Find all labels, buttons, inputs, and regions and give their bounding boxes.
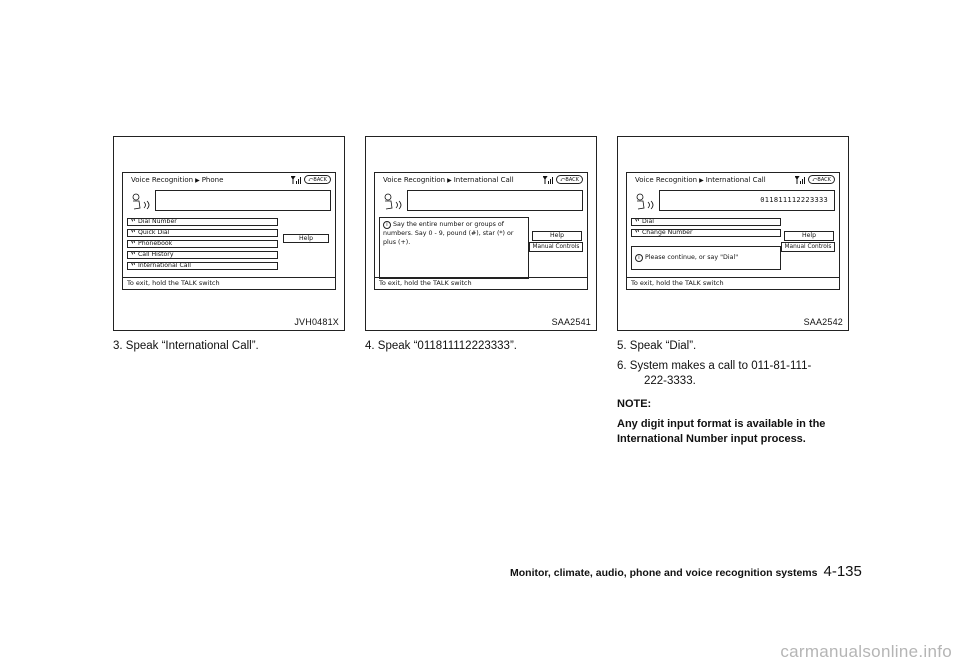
signal-icon [795,176,805,184]
step-3: 3. Speak “International Call”. [113,340,259,352]
info-message: i Say the entire number or groups of numbers. Say 0 - 9, pound (#), star (*) or plus (+). [379,217,529,279]
voice-command-icon: ᵞᴵ [131,229,135,236]
breadcrumb-root: Voice Recognition [635,176,698,184]
input-display [407,190,583,211]
breadcrumb-arrow-icon: ▶ [699,177,704,184]
figure-code: SAA2541 [551,317,591,327]
figure-code: SAA2542 [803,317,843,327]
help-button[interactable]: Help [283,234,329,243]
manual-controls-button[interactable]: Manual Controls [781,242,835,252]
menu-item-international-call[interactable]: ᵞᴵ International Call [127,262,278,270]
breadcrumb-root: Voice Recognition [131,176,194,184]
voice-command-icon: ᵞᴵ [131,251,135,258]
info-icon: i [635,254,643,262]
voice-speaker-icon [631,190,659,216]
signal-icon [543,176,553,184]
section-title: Monitor, climate, audio, phone and voice recognition systems [510,567,818,579]
help-button[interactable]: Help [784,231,834,241]
page-footer [510,563,862,581]
back-button[interactable]: ⤺BACK [808,175,835,184]
voice-speaker-icon [379,190,407,216]
help-button[interactable]: Help [532,231,582,241]
breadcrumb-root: Voice Recognition [383,176,446,184]
page-number: 4-135 [823,563,862,580]
menu-item-change-number[interactable]: ᵞᴵ Change Number [631,229,781,237]
voice-command-icon: ᵞᴵ [635,218,639,225]
screen-international-call [374,172,588,290]
back-icon: ⤺ [308,177,314,183]
figure-code: JVH0481X [294,317,339,327]
back-button[interactable]: ⤺BACK [304,175,331,184]
step-4: 4. Speak “011811112223333”. [365,340,517,352]
figure-panel-dial [617,136,849,331]
voice-command-icon: ᵞᴵ [131,218,135,225]
manual-controls-button[interactable]: Manual Controls [529,242,583,252]
info-message: i Please continue, or say "Dial" [631,246,781,270]
voice-speaker-icon [127,190,155,216]
note-body: Any digit input format is available in the International Number input process. [617,418,826,445]
breadcrumb-page: International Call [453,176,514,184]
screen-phone [122,172,336,290]
breadcrumb-page: International Call [705,176,766,184]
menu-item-call-history[interactable]: ᵞᴵ Call History [127,251,278,259]
figure-panel-phone [113,136,345,331]
info-icon: i [383,221,391,229]
breadcrumb-arrow-icon: ▶ [447,177,452,184]
menu-item-quick-dial[interactable]: ᵞᴵ Quick Dial [127,229,278,237]
menu-item-phonebook[interactable]: ᵞᴵ Phonebook [127,240,278,248]
back-button[interactable]: ⤺BACK [556,175,583,184]
breadcrumb-arrow-icon: ▶ [195,177,200,184]
voice-command-icon: ᵞᴵ [131,262,135,269]
screen-footer: To exit, hold the TALK switch [627,277,839,289]
dialed-number-display: 011811112223333 [659,190,835,211]
step-5: 5. Speak “Dial”. [617,340,697,352]
menu-item-dial[interactable]: ᵞᴵ Dial [631,218,781,226]
screen-footer: To exit, hold the TALK switch [375,277,587,289]
back-icon: ⤺ [812,177,818,183]
signal-icon [291,176,301,184]
figure-panel-international-call [365,136,597,331]
back-icon: ⤺ [560,177,566,183]
screen-dial [626,172,840,290]
note-title: NOTE: [617,398,652,410]
watermark: carmanualsonline.info [780,642,952,661]
voice-command-icon: ᵞᴵ [131,240,135,247]
breadcrumb-page: Phone [201,176,224,184]
step-6-line-2: 222-3333. [644,375,696,387]
step-6-line-1: 6. System makes a call to 011-81-111- [617,360,812,372]
menu-item-dial-number[interactable]: ᵞᴵ Dial Number [127,218,278,226]
input-display [155,190,331,211]
screen-footer: To exit, hold the TALK switch [123,277,335,289]
voice-command-icon: ᵞᴵ [635,229,639,236]
